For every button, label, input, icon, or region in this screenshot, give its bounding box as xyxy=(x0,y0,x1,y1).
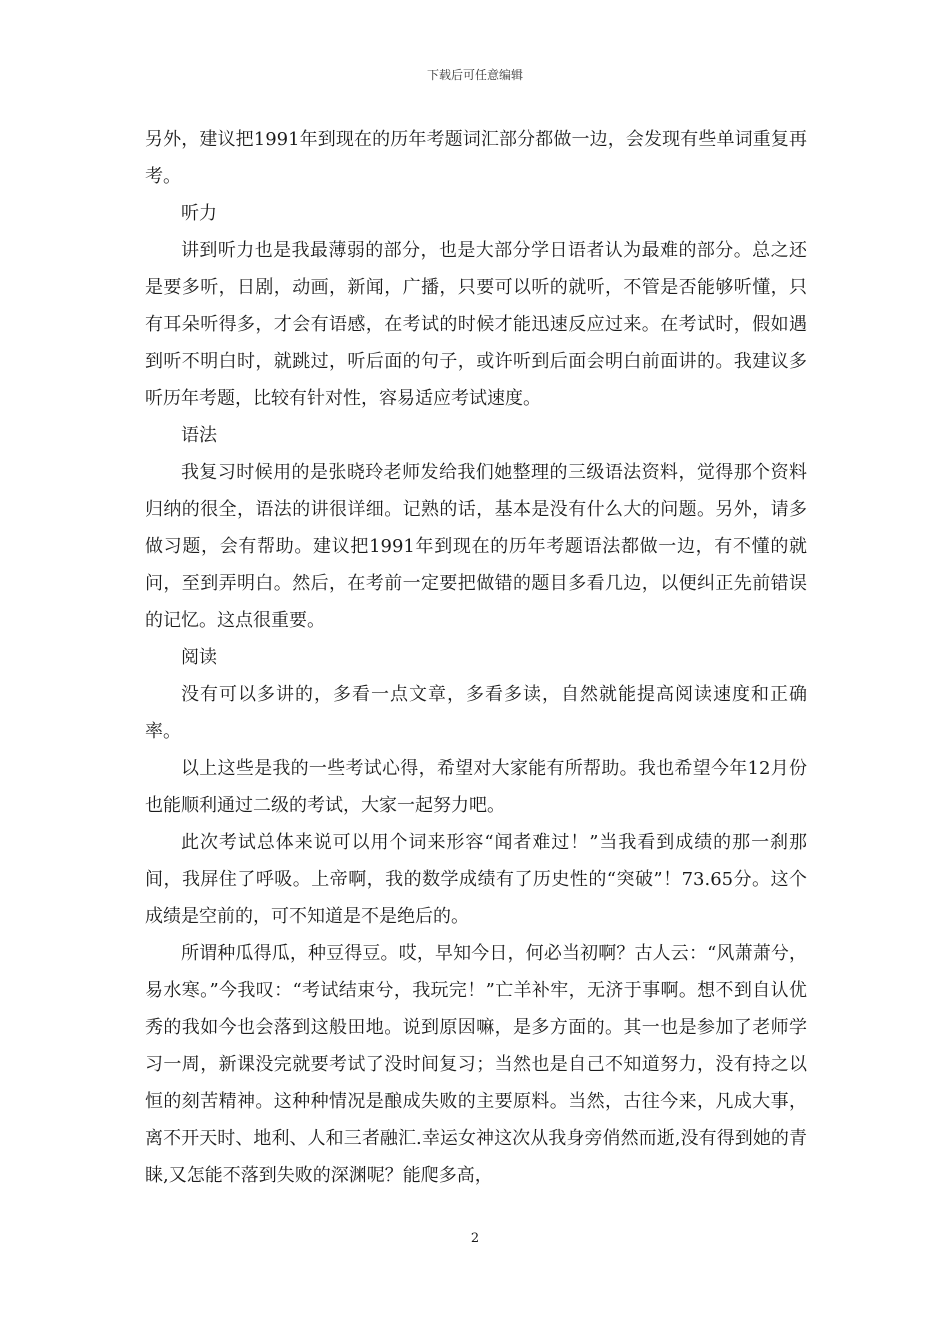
section-heading-listening: 听力 xyxy=(181,203,217,224)
paragraph-reading: 没有可以多讲的，多看一点文章，多看多读，自然就能提高阅读速度和正确率。 xyxy=(145,684,807,742)
paragraph-exam-result: 此次考试总体来说可以用个词来形容“闻者难过！”当我看到成绩的那一刹那间，我屏住了呼吸。上帝啊，我的数学成绩有了历史性的“突破”！73.65分。这个成绩是空前的，可不知道是不是绝后的。 xyxy=(145,832,807,927)
paragraph-vocabulary-advice: 另外，建议把1991年到现在的历年考题词汇部分都做一边，会发现有些单词重复再考。 xyxy=(145,129,807,187)
paragraph-summary: 以上这些是我的一些考试心得，希望对大家能有所帮助。我也希望今年12月份也能顺利通过二级的考试，大家一起努力吧。 xyxy=(145,758,807,816)
page-header: 下载后可任意编辑 xyxy=(426,68,523,82)
section-heading-reading: 阅读 xyxy=(181,647,217,668)
document-body xyxy=(145,121,807,1194)
paragraph-listening: 讲到听力也是我最薄弱的部分，也是大部分学日语者认为最难的部分。总之还是要多听，日剧，动画，新闻，广播，只要可以听的就听，不管是否能够听懂，只有耳朵听得多，才会有语感，在考试的时候才能迅速反应过来。在考试时，假如遇到听不明白时，就跳过，听后面的句子，或许听到后面会明白前面讲的。我建议多听历年考题，比较有针对性，容易适应考试速度。 xyxy=(145,240,807,409)
page-number: 2 xyxy=(470,1231,480,1246)
section-heading-grammar: 语法 xyxy=(181,425,217,446)
paragraph-reflection: 所谓种瓜得瓜，种豆得豆。哎，早知今日，何必当初啊？古人云：“风萧萧兮，易水寒。”今我叹：“考试结束兮，我玩完！”亡羊补牢，无济于事啊。想不到自认优秀的我如今也会落到这般田地。说到原因嘛，是多方面的。其一也是参加了老师学习一周，新课没完就要考试了没时间复习；当然也是自己不知道努力，没有持之以恒的刻苦精神。这种种情况是酿成失败的主要原料。当然，古往今来，凡成大事，离不开天时、地利、人和三者融汇.幸运女神这次从我身旁俏然而逝,没有得到她的青睐,又怎能不落到失败的深渊呢？能爬多高， xyxy=(145,943,807,1186)
paragraph-grammar: 我复习时候用的是张晓玲老师发给我们她整理的三级语法资料，觉得那个资料归纳的很全，语法的讲很详细。记熟的话，基本是没有什么大的问题。另外，请多做习题，会有帮助。建议把1991年到现在的历年考题语法都做一边，有不懂的就问，至到弄明白。然后，在考前一定要把做错的题目多看几边，以便纠正先前错误的记忆。这点很重要。 xyxy=(145,462,807,631)
